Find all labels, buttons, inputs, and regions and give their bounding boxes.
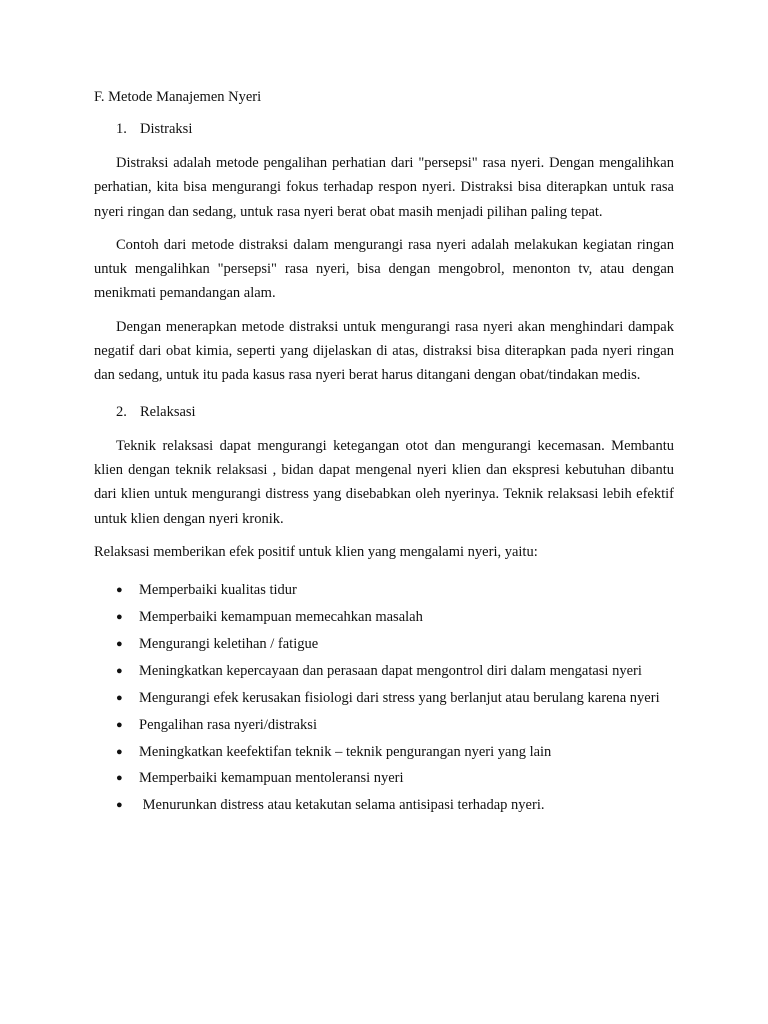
list-item [94, 632, 674, 656]
list-item-text: Memperbaiki kemampuan mentoleransi nyeri [139, 770, 404, 787]
bullet-icon: ● [116, 745, 123, 758]
subheading-number: 1. [116, 121, 127, 137]
list-item-text: Mengurangi efek kerusakan fisiologi dari stress yang berlanjut atau berulang karena nyeri [139, 689, 660, 706]
list-item [94, 659, 674, 683]
subheading-relaksasi [116, 402, 674, 422]
bullet-icon: ● [116, 637, 123, 650]
list-item [94, 713, 674, 737]
paragraph-distraksi-benefit: Dengan menerapkan metode distraksi untuk mengurangi rasa nyeri akan menghindari dampak negatif dari obat kimia, seperti yang dijelaskan di atas, distraksi bisa diterapkan pada nyeri ringan dan sedang, untuk itu pada kasus rasa nyeri berat harus ditangani dengan obat/tindakan medis. [94, 318, 674, 384]
subheading-label: Relaksasi [140, 403, 196, 420]
paragraph-relaksasi-definition: Teknik relaksasi dapat mengurangi ketegangan otot dan mengurangi kecemasan. Membantu klien dengan teknik relaksasi , bidan dapat mengenal nyeri klien dan ekspresi kebutuhan dibantu dari klien untuk mengurangi distress yang disebabkan oleh nyerinya. Teknik relaksasi lebih efektif untuk klien dengan nyeri kronik. [94, 437, 674, 527]
section-title: F. Metode Manajemen Nyeri [94, 89, 262, 105]
bullet-icon: ● [116, 584, 123, 597]
list-item-text: Memperbaiki kualitas tidur [139, 582, 297, 599]
bullet-icon: ● [116, 664, 123, 677]
list-item-text: Mengurangi keletihan / fatigue [139, 635, 319, 652]
list-item [94, 686, 674, 710]
list-item-text: Memperbaiki kemampuan memecahkan masalah [139, 609, 423, 626]
benefit-list [94, 578, 674, 817]
list-item [94, 740, 674, 764]
subheading-distraksi [116, 119, 674, 139]
bullet-icon: ● [116, 611, 123, 624]
list-item-text: Meningkatkan kepercayaan dan perasaan dapat mengontrol diri dalam mengatasi nyeri [139, 662, 642, 679]
subheading-label: Distraksi [140, 121, 193, 137]
list-item-text: Pengalihan rasa nyeri/distraksi [139, 716, 317, 733]
bullet-icon: ● [116, 772, 123, 785]
paragraph-distraksi-definition: Distraksi adalah metode pengalihan perhatian dari "persepsi" rasa nyeri. Dengan mengalihkan perhatian, kita bisa mengurangi fokus terhadap respon nyeri. Distraksi bisa diterapkan untuk rasa nyeri ringan dan sedang, untuk rasa nyeri berat obat masih menjadi pilihan paling tepat. [94, 155, 674, 220]
paragraph-relaksasi-intro: Relaksasi memberikan efek positif untuk klien yang mengalami nyeri, yaitu: [94, 543, 538, 560]
list-item-text: Meningkatkan keefektifan teknik – teknik pengurangan nyeri yang lain [139, 743, 552, 760]
list-item [94, 605, 674, 629]
list-item [94, 766, 674, 790]
paragraph-distraksi-example: Contoh dari metode distraksi dalam mengurangi rasa nyeri adalah melakukan kegiatan ringan untuk mengalihkan "persepsi" rasa nyeri, bisa dengan mengobrol, menonton tv, atau dengan menikmati pemandangan alam. [94, 236, 674, 302]
list-item-text: Menurunkan distress atau ketakutan selama antisipasi terhadap nyeri. [139, 797, 545, 814]
list-item [94, 793, 674, 817]
bullet-icon: ● [116, 799, 123, 812]
bullet-icon: ● [116, 718, 123, 731]
list-item [94, 578, 674, 602]
subheading-number: 2. [116, 403, 127, 420]
bullet-icon: ● [116, 691, 123, 704]
